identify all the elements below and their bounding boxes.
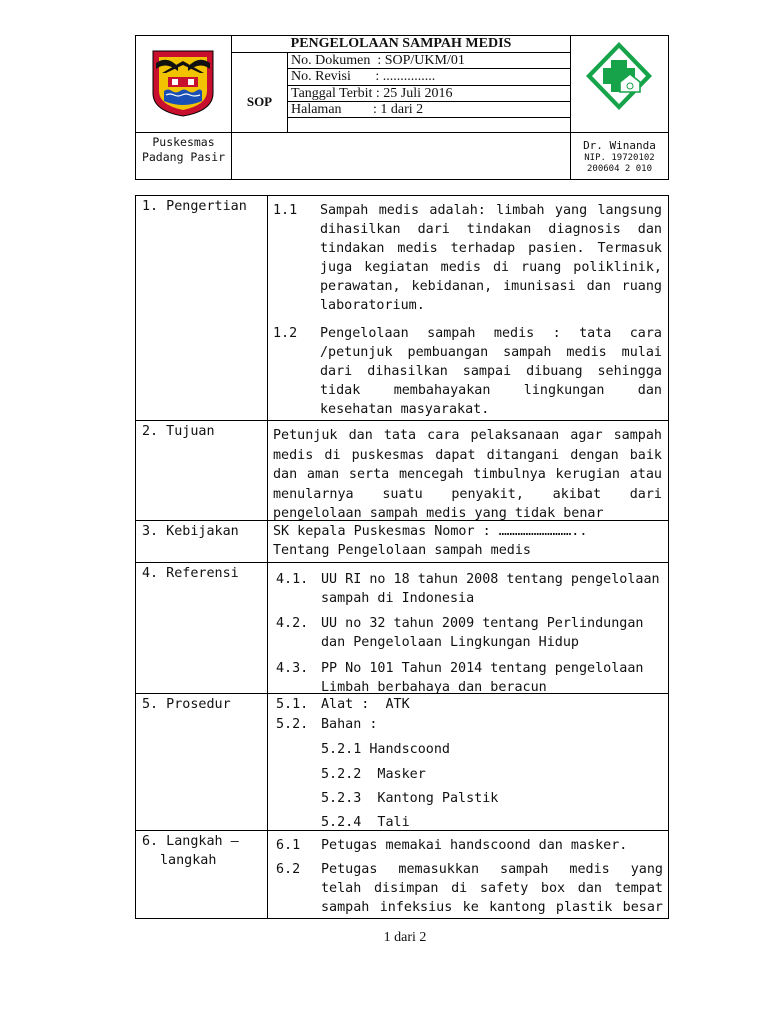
signer-nip-2: 200604 2 010	[586, 164, 653, 174]
section-label-kebijakan: 3. Kebijakan	[142, 524, 239, 539]
signer-block	[571, 138, 668, 175]
item-text-1-2	[320, 324, 662, 419]
text-line: sampah di Indonesia	[321, 591, 475, 606]
kebijakan-text	[273, 522, 662, 560]
text-line: UU RI no 18 tahun 2008 tentang pengelolaan	[321, 572, 660, 587]
bahan-item-1: 5.2.1 Handscoond	[321, 742, 450, 757]
item-text-1-1	[320, 201, 662, 315]
doc-number: No. Dokumen : SOP/UKM/01	[291, 53, 465, 68]
doc-revision: No. Revisi : ...............	[291, 69, 436, 84]
label-line: langkah	[160, 853, 217, 868]
bahan-text: Bahan :	[321, 717, 378, 732]
document-title: PENGELOLAAN SAMPAH MEDIS	[290, 36, 512, 51]
signer-nip-1: NIP. 19720102	[584, 153, 655, 163]
text-line: Petunjuk dan tata cara pelaksanaan agar sampah	[273, 428, 662, 443]
bahan-item-2: 5.2.2 Masker	[321, 767, 426, 782]
text-line: SK kepala Puskesmas Nomor : ………………………..	[273, 524, 588, 539]
org-line-1: Puskesmas	[152, 135, 215, 149]
org-line-2: Padang Pasir	[141, 150, 226, 164]
item-text-4-2	[321, 614, 663, 652]
text-line: dan aman serta mencegah timbulnya kerugian atau	[273, 467, 662, 482]
text-line: sampah infeksius ke kantong plastik besar	[321, 900, 663, 915]
text-line: Sampah medis adalah: limbah yang langsung	[320, 203, 662, 218]
section-label-referensi: 4. Referensi	[142, 566, 239, 581]
doc-page: Halaman : 1 dari 2	[291, 102, 424, 117]
text-line: kesehatan masyarakat.	[320, 402, 490, 417]
text-line: tidak membahayakan lingkungan dan	[320, 383, 662, 398]
section-label-prosedur: 5. Prosedur	[142, 697, 231, 712]
text-line: menularnya suatu penyakit, akibat dari	[273, 486, 662, 502]
text-line: juga kegiatan medis di ruang poliklinik,	[320, 260, 662, 275]
bahan-item-4: 5.2.4 Tali	[321, 815, 410, 830]
page-number: 1 dari 2	[383, 930, 427, 945]
text-line: Pengelolaan sampah medis : tata cara	[320, 326, 662, 341]
text-line: /petunjuk pembuangan sampah medis mulai	[320, 345, 662, 360]
text-line: Tentang Pengelolaan sampah medis	[273, 543, 531, 558]
text-line: Petugas memasukkan sampah medis yang	[321, 862, 663, 877]
section-label-pengertian: 1. Pengertian	[142, 199, 247, 214]
item-number-4-1: 4.1.	[276, 572, 309, 587]
org-name	[136, 135, 231, 165]
text-line: telah disimpan di safety box dan tempat	[321, 881, 663, 896]
text-line: Limbah berbahaya dan beracun	[321, 680, 547, 695]
item-number-4-2: 4.2.	[276, 616, 309, 631]
alat-text: Alat : ATK	[321, 697, 410, 712]
item-number-4-3: 4.3.	[276, 661, 309, 676]
city-emblem-logo	[148, 43, 218, 118]
item-text-6-2	[321, 860, 663, 917]
doc-issue-date: Tanggal Terbit : 25 Juli 2016	[291, 86, 453, 101]
bahan-number: 5.2.	[276, 717, 309, 732]
item-number-1-1: 1.1	[273, 203, 298, 218]
item-text-6-1: Petugas memakai handscoond dan masker.	[321, 838, 628, 853]
bahan-item-3: 5.2.3 Kantong Palstik	[321, 791, 499, 806]
text-line: tindakan medis terhadap pasien. Termasuk	[320, 241, 662, 256]
sop-label: SOP	[246, 94, 273, 109]
text-line: PP No 101 Tahun 2014 tentang pengelolaan	[321, 661, 644, 676]
text-line: UU no 32 tahun 2009 tentang Perlindungan	[321, 616, 644, 631]
tujuan-text	[273, 426, 662, 524]
signer-name: Dr. Winanda	[583, 139, 656, 152]
item-text-4-3	[321, 659, 663, 697]
text-line: perawatan, kebidanan, imunisasi dan ruang	[320, 279, 662, 294]
text-line: dan Pengelolaan Lingkungan Hidup	[321, 635, 579, 650]
item-number-6-1: 6.1	[276, 838, 301, 853]
text-line: laboratorium.	[320, 298, 425, 313]
text-line: dari dihasilkan sampai dibuang sehingga	[320, 364, 662, 379]
alat-number: 5.1.	[276, 697, 309, 712]
section-label-langkah	[142, 832, 239, 870]
section-label-tujuan: 2. Tujuan	[142, 424, 215, 439]
label-line: 6. Langkah –	[142, 834, 239, 849]
puskesmas-logo	[584, 40, 654, 112]
item-number-6-2: 6.2	[276, 862, 301, 877]
text-line: dihasilkan dari tindakan diagnosis dan	[320, 222, 662, 237]
item-number-1-2: 1.2	[273, 326, 298, 341]
item-text-4-1	[321, 570, 663, 608]
text-line: medis di puskesmas dapat ditangani dengan baik	[273, 447, 662, 463]
text-line: pengelolaan sampah medis yang tidak benar	[273, 506, 604, 521]
